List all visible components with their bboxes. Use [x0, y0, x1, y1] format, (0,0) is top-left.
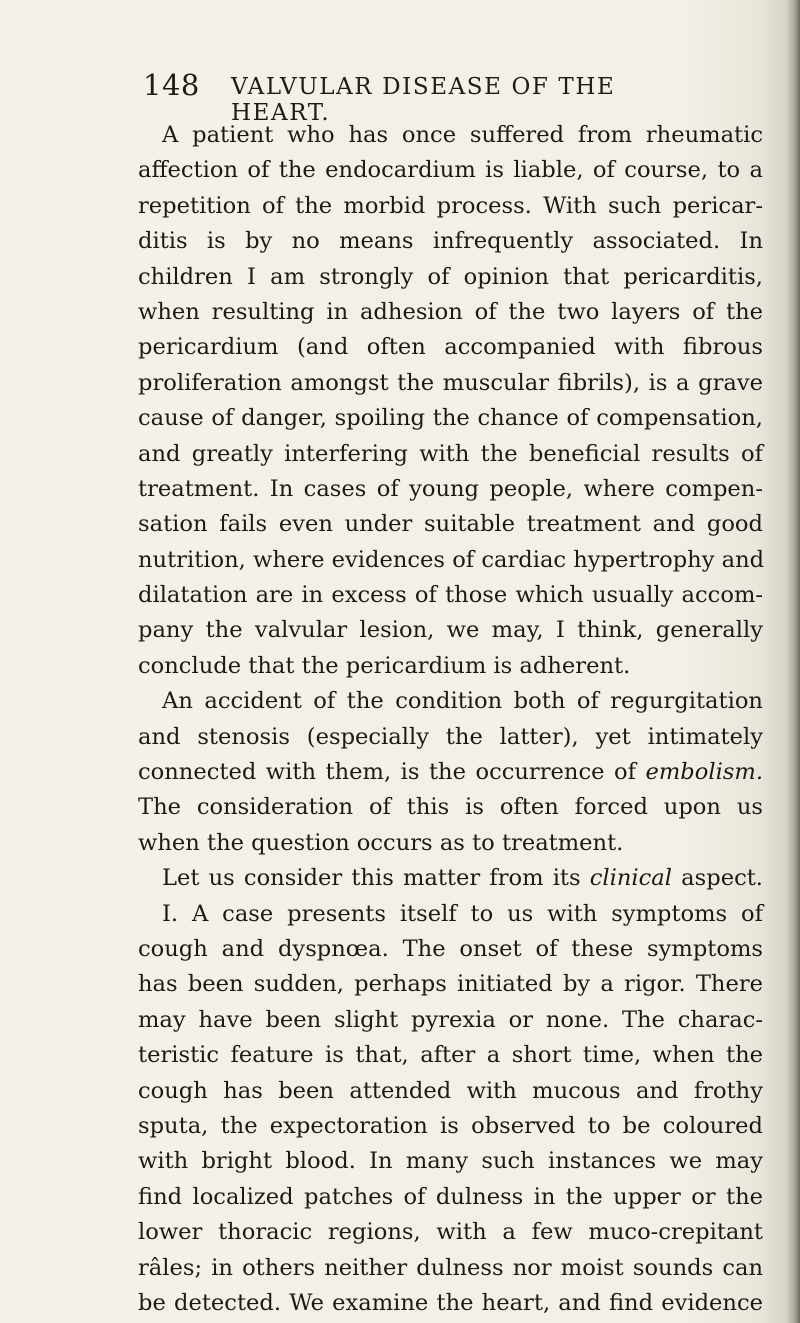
text-line: cough and dyspnœa. The onset of these symptoms [138, 935, 763, 962]
italic-term: clinical [589, 865, 672, 892]
text-line: sation fails even under suitable treatment and good [138, 511, 763, 538]
text-line: may have been slight pyrexia or none. The charac- [138, 1006, 763, 1033]
text-line: proliferation amongst the muscular fibrils), is a grave [138, 369, 763, 396]
text-line: The consideration of this is often forced upon us [138, 794, 763, 821]
text-line: children I am strongly of opinion that pericarditis, [138, 263, 763, 290]
text-line: lower thoracic regions, with a few muco-crepitant [138, 1219, 763, 1246]
text-line: find localized patches of dulness in the upper or the [138, 1183, 763, 1210]
text-line: A patient who has once suffered from rheumatic [162, 122, 763, 148]
running-title: VALVULAR DISEASE OF THE HEART. [231, 74, 616, 126]
text-line: nutrition, where evidences of cardiac hypertrophy and [138, 546, 765, 573]
text-line: dilatation are in excess of those which usually accom- [138, 582, 763, 609]
text-line: cough has been attended with mucous and frothy [138, 1077, 763, 1104]
text-line: pany the valvular lesion, we may, I think, generally [138, 617, 763, 644]
text-line: cause of danger, spoiling the chance of compensation, [138, 405, 763, 432]
text-line: teristic feature is that, after a short time, when the [138, 1042, 763, 1069]
text-line: be detected. We examine the heart, and find evidence [138, 1289, 763, 1316]
text-line: sputa, the expectoration is observed to be coloured [138, 1112, 763, 1139]
italic-term: embolism. [645, 759, 763, 786]
text-line: pericardium (and often accompanied with fibrous [138, 334, 763, 361]
text-line: when resulting in adhesion of the two layers of the [138, 298, 763, 325]
text-line: treatment. In cases of young people, where compen- [138, 475, 763, 502]
text-line: conclude that the pericardium is adherent. [138, 652, 631, 679]
body-text [138, 118, 763, 1321]
text-segment: aspect. [681, 865, 763, 892]
text-segment: Let us consider this matter from its [162, 865, 581, 892]
page-edge-shadow [786, 0, 800, 1323]
text-line: and greatly interfering with the beneficial results of [138, 440, 763, 467]
text-line: râles; in others neither dulness nor moist sounds can [138, 1254, 763, 1281]
text-line: when the question occurs as to treatment. [138, 829, 624, 856]
text-line: with bright blood. In many such instances we may [138, 1148, 763, 1175]
text-line: ditis is by no means infrequently associated. In [138, 228, 763, 255]
text-line: affection of the endocardium is liable, of course, to a [138, 157, 763, 184]
text-line: has been sudden, perhaps initiated by a rigor. There [138, 971, 763, 998]
text-line: An accident of the condition both of regurgitation [162, 688, 763, 715]
page-number: 148 [143, 68, 200, 102]
page-header [143, 68, 703, 126]
text-line: I. A case presents itself to us with symptoms of [162, 900, 763, 927]
text-line: and stenosis (especially the latter), yet intimately [138, 723, 763, 750]
text-segment: connected with them, is the occurrence of [138, 759, 636, 786]
text-line: repetition of the morbid process. With such pericar- [138, 192, 763, 219]
text-line-mixed [138, 755, 763, 790]
text-line-mixed [138, 861, 763, 896]
